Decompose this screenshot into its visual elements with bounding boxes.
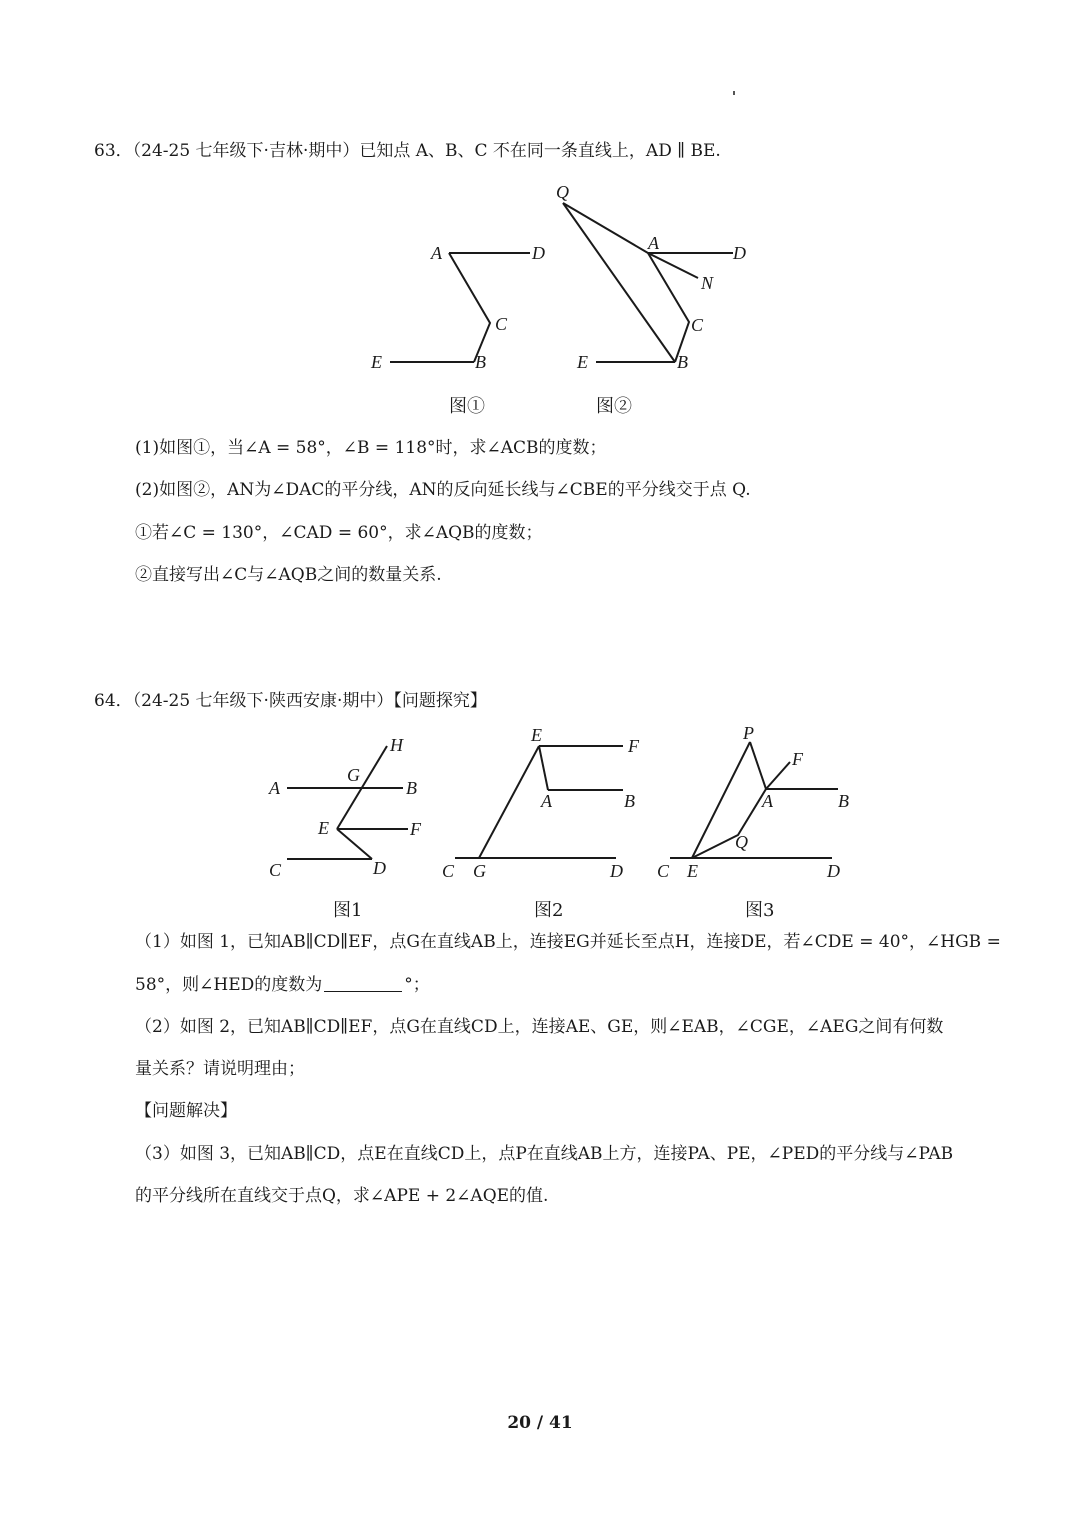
ray-AF: [766, 762, 790, 789]
q64-figure-3: [657, 723, 849, 881]
label-A: A: [541, 791, 552, 811]
label-B: B: [677, 352, 688, 372]
q64-section-heading: 【问题解决】: [135, 1101, 237, 1121]
label-C: C: [691, 315, 704, 335]
label-D: D: [610, 861, 623, 881]
q64-part2-line2: 量关系？请说明理由；: [135, 1059, 305, 1079]
label-D: D: [373, 858, 386, 878]
label-P: P: [743, 723, 754, 743]
label-C: C: [657, 861, 670, 881]
label-E: E: [531, 725, 542, 745]
answer-blank[interactable]: [324, 977, 402, 992]
label-B: B: [838, 791, 849, 811]
label-A: A: [648, 233, 659, 253]
label-N: N: [701, 273, 714, 293]
label-H: H: [390, 735, 403, 755]
segment-ED: [337, 829, 372, 859]
label-Q: Q: [735, 832, 748, 852]
q64-fig1-caption: 图1: [333, 900, 363, 921]
label-F: F: [628, 736, 639, 756]
label-G: G: [473, 861, 486, 881]
label-F: F: [792, 749, 803, 769]
label-D: D: [733, 243, 746, 263]
q64-part2-line1: （2）如图 2，已知AB∥CD∥EF，点G在直线CD上，连接AE、GE，则∠EAB，∠CGE，∠AEG之间有何数: [135, 1017, 944, 1037]
label-F: F: [410, 819, 421, 839]
q64-part1-line2-text: 58°，则∠HED的度数为: [135, 975, 323, 995]
q63-part2: (2)如图②，AN为∠DAC的平分线，AN的反向延长线与∠CBE的平分线交于点 Q.: [135, 480, 751, 500]
q64-part3-line2: 的平分线所在直线交于点Q，求∠APE + 2∠AQE的值.: [135, 1186, 549, 1206]
q63-fig2-caption: 图②: [596, 396, 632, 417]
q63-fig1-caption: 图①: [449, 396, 485, 417]
q64-fig2-caption: 图2: [534, 900, 564, 921]
label-C: C: [495, 314, 508, 334]
q64-fig3-caption: 图3: [745, 900, 775, 921]
segment-PA: [750, 742, 766, 789]
label-E: E: [577, 352, 588, 372]
label-B: B: [475, 352, 486, 372]
q64-figure-1: [268, 735, 422, 880]
q63-part2-ii: ②直接写出∠C与∠AQB之间的数量关系.: [135, 565, 442, 585]
segment-A-Q-E: [692, 789, 766, 858]
q64-header: 64．（24-25 七年级下·陕西安康·期中）【问题探究】: [94, 691, 487, 711]
label-C: C: [269, 860, 282, 880]
q63-part2-i: ①若∠C = 130°，∠CAD = 60°，求∠AQB的度数；: [135, 523, 543, 543]
q63-header: 63．（24-25 七年级下·吉林·期中）已知点 A、B、C 不在同一条直线上，AD ∥ BE.: [94, 141, 721, 161]
q64-figure-2: [442, 725, 640, 881]
label-D: D: [827, 861, 840, 881]
page-number: 20 / 41: [507, 1413, 573, 1433]
segment-EA: [539, 746, 548, 790]
label-D: D: [532, 243, 545, 263]
q64-part3-line1: （3）如图 3，已知AB∥CD，点E在直线CD上，点P在直线AB上方，连接PA、PE，∠PED的平分线与∠PAB: [135, 1144, 954, 1164]
q64-part1-line2-unit: °；: [404, 975, 430, 995]
label-E: E: [318, 818, 329, 838]
label-A: A: [431, 243, 442, 263]
label-Q: Q: [556, 182, 569, 202]
label-C: C: [442, 861, 455, 881]
label-G: G: [347, 765, 360, 785]
label-E: E: [687, 861, 698, 881]
label-B: B: [624, 791, 635, 811]
q64-part1-line2: [135, 977, 430, 994]
segment-EG: [479, 746, 539, 858]
q64-part1-line1: （1）如图 1，已知AB∥CD∥EF，点G在直线AB上，连接EG并延长至点H，连接DE，若∠CDE = 40°，∠HGB =: [135, 932, 1001, 952]
label-A: A: [762, 791, 773, 811]
label-B: B: [406, 778, 417, 798]
q63-part1: (1)如图①，当∠A = 58°，∠B = 118°时，求∠ACB的度数；: [135, 438, 607, 458]
label-A: A: [269, 778, 280, 798]
label-E: E: [371, 352, 382, 372]
